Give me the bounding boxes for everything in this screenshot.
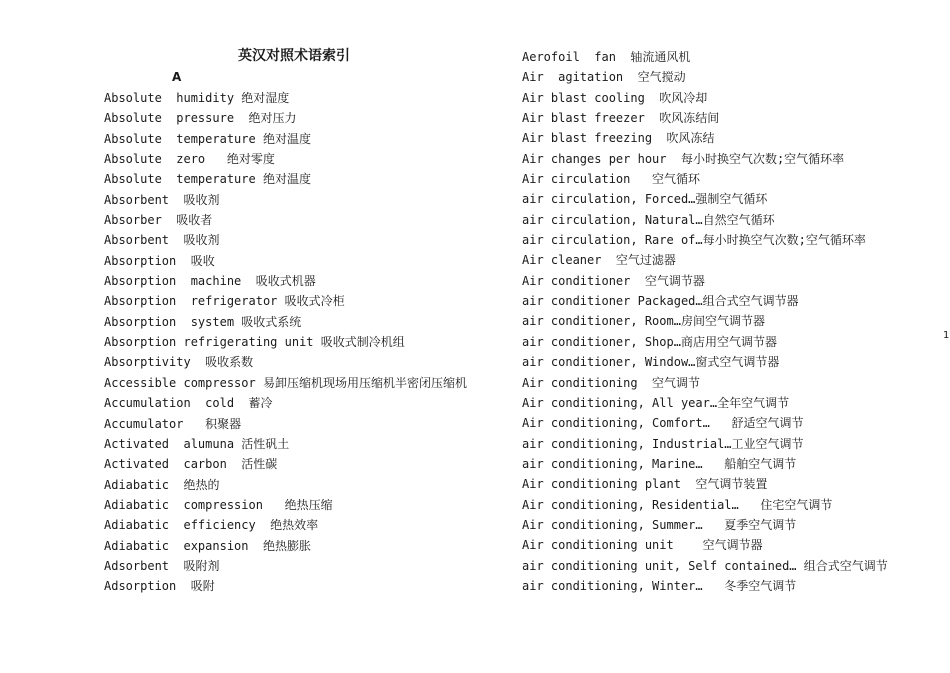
- term-entry: air circulation, Natural…自然空气循环: [522, 212, 775, 227]
- term-entry: Air conditioning 空气调节: [522, 375, 701, 390]
- term-entry: Accessible compressor 易卸压缩机现场用压缩机半密闭压缩机: [104, 375, 467, 390]
- term-entry: Absolute pressure 绝对压力: [104, 111, 297, 126]
- term-entry: Absorption machine 吸收式机器: [104, 274, 316, 289]
- left-column: [104, 88, 504, 597]
- term-entry: air conditioner Packaged…组合式空气调节器: [522, 294, 799, 309]
- term-entry: Absorbent 吸收剂: [104, 233, 220, 248]
- term-entry: Adsorbent 吸附剂: [104, 558, 220, 573]
- term-entry: air conditioner, Room…房间空气调节器: [522, 314, 765, 329]
- term-entry: Air conditioning plant 空气调节装置: [522, 477, 768, 492]
- term-entry: Accumulator 积聚器: [104, 416, 242, 431]
- term-entry: Air conditioning unit 空气调节器: [522, 538, 763, 553]
- term-entry: air conditioner, Window…窗式空气调节器: [522, 355, 780, 370]
- term-entry: Absorption 吸收: [104, 253, 215, 268]
- term-entry: Air changes per hour 每小时换空气次数;空气循环率: [522, 151, 845, 166]
- term-entry: Adiabatic compression 绝热压缩: [104, 497, 333, 512]
- term-entry: Absorptivity 吸收系数: [104, 355, 254, 370]
- term-entry: Air blast freezer 吹风冻结间: [522, 111, 720, 126]
- term-entry: Absorption refrigerating unit 吸收式制冷机组: [104, 335, 405, 350]
- term-entry: Air conditioning, Summer… 夏季空气调节: [522, 517, 797, 532]
- term-entry: Air conditioning, Residential… 住宅空气调节: [522, 497, 833, 512]
- term-entry: air conditioning, Industrial…工业空气调节: [522, 436, 804, 451]
- right-column: [522, 47, 942, 596]
- term-entry: Air blast freezing 吹风冻结: [522, 131, 715, 146]
- term-entry: air circulation, Forced…强制空气循环: [522, 192, 768, 207]
- term-entry: Absolute temperature 绝对温度: [104, 172, 311, 187]
- term-entry: air conditioning, Winter… 冬季空气调节: [522, 578, 797, 593]
- term-entry: Air conditioning, Comfort… 舒适空气调节: [522, 416, 804, 431]
- term-entry: Absolute temperature 绝对温度: [104, 131, 311, 146]
- term-entry: Air blast cooling 吹风冷却: [522, 90, 708, 105]
- term-entry: Adsorption 吸附: [104, 579, 215, 594]
- term-entry: Absorption refrigerator 吸收式冷柜: [104, 294, 345, 309]
- term-entry: Absolute humidity 绝对湿度: [104, 91, 290, 105]
- term-entry: Air conditioning, All year…全年空气调节: [522, 395, 790, 410]
- term-entry: Air cleaner 空气过滤器: [522, 253, 676, 268]
- term-entry: Activated carbon 活性碳: [104, 457, 278, 472]
- term-entry: Absorbent 吸收剂: [104, 192, 220, 207]
- term-entry: Air conditioner 空气调节器: [522, 273, 705, 288]
- page-number: 1: [943, 330, 950, 341]
- term-entry: air conditioner, Shop…商店用空气调节器: [522, 334, 777, 349]
- section-letter: A: [172, 70, 182, 84]
- term-entry: Absorption system 吸收式系统: [104, 314, 302, 329]
- term-entry: air conditioning, Marine… 船舶空气调节: [522, 456, 797, 471]
- term-entry: Adiabatic 绝热的: [104, 477, 220, 492]
- term-entry: Air circulation 空气循环: [522, 172, 701, 187]
- term-entry: Absolute zero 绝对零度: [104, 152, 275, 167]
- term-entry: Activated alumuna 活性矾土: [104, 436, 290, 451]
- term-entry: Accumulation cold 蓄冷: [104, 396, 273, 411]
- term-entry: air conditioning unit, Self contained… 组合式空气调节: [522, 558, 888, 573]
- term-entry: Adiabatic expansion 绝热膨胀: [104, 538, 311, 553]
- index-title: 英汉对照术语索引: [238, 48, 350, 64]
- term-entry: Absorber 吸收者: [104, 213, 213, 228]
- term-entry: Aerofoil fan 轴流通风机: [522, 50, 691, 64]
- term-entry: Air agitation 空气搅动: [522, 70, 686, 85]
- term-entry: air circulation, Rare of…每小时换空气次数;空气循环率: [522, 233, 866, 248]
- term-entry: Adiabatic efficiency 绝热效率: [104, 518, 319, 533]
